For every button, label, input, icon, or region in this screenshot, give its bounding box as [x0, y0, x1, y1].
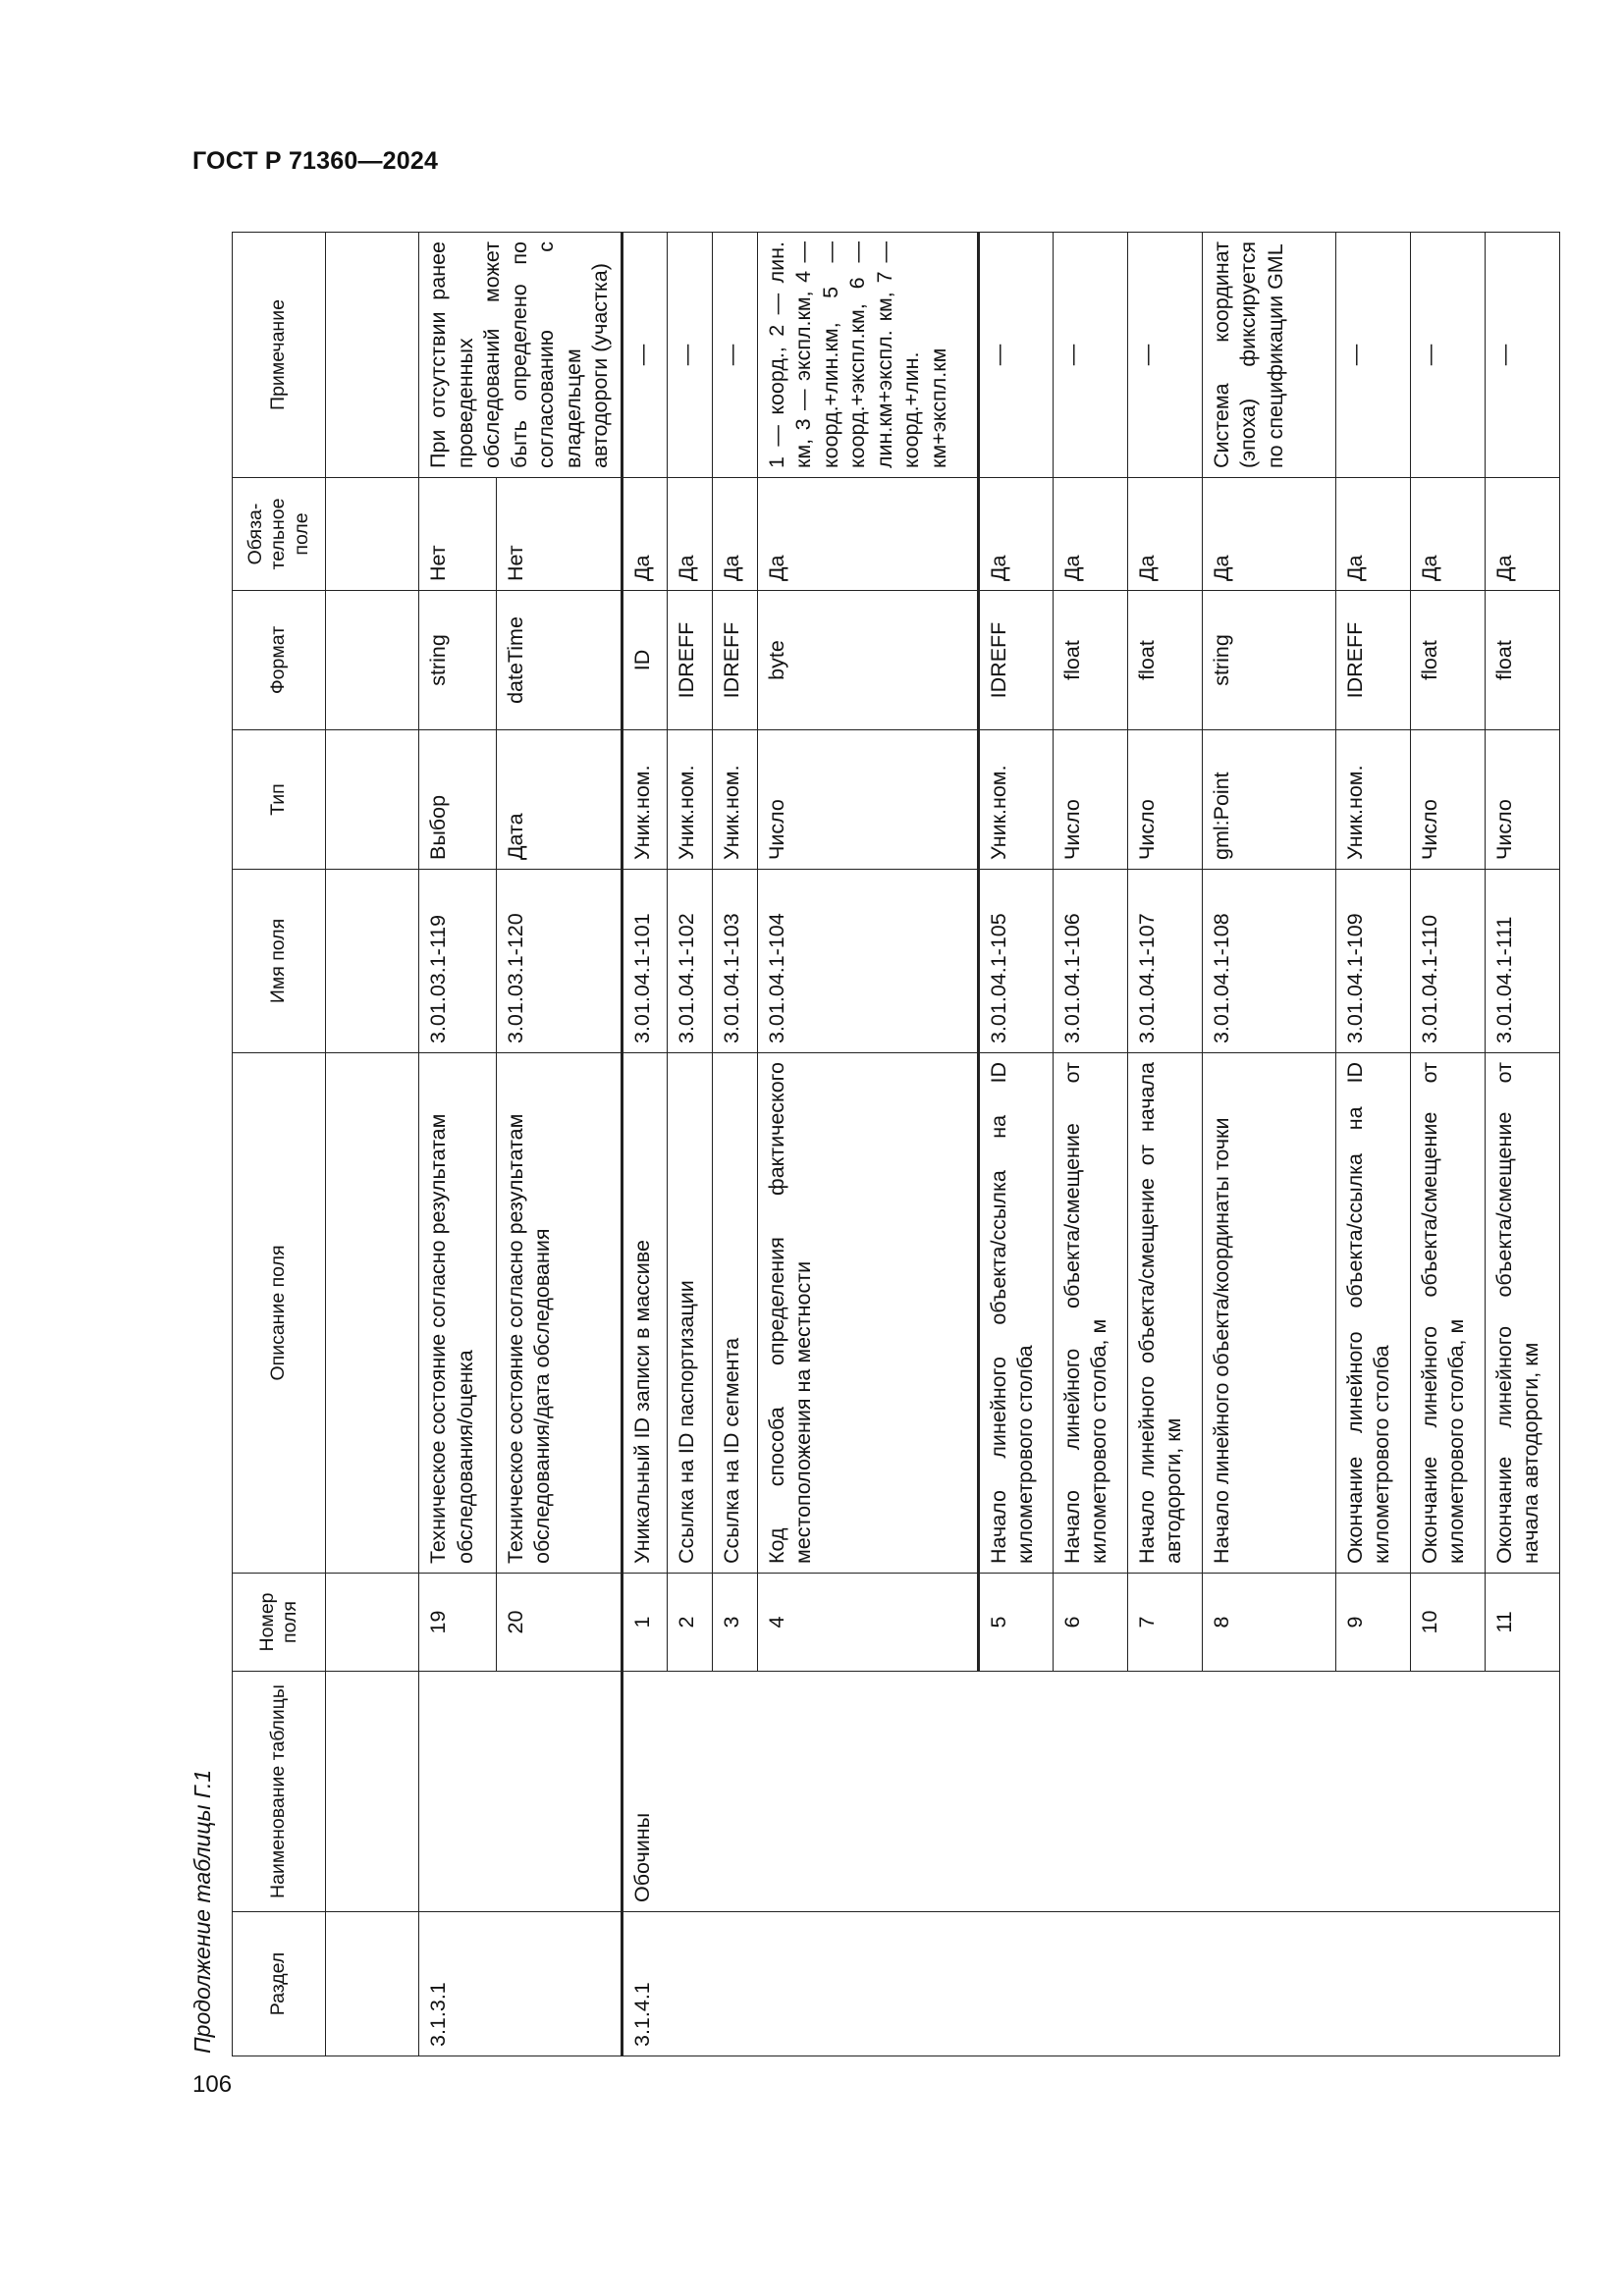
cell-type: Уник.ном. [712, 730, 757, 870]
cell-field-name: 3.01.04.1-106 [1053, 870, 1127, 1053]
cell-note: — [978, 233, 1053, 478]
cell-mandatory: Нет [419, 478, 497, 591]
cell-type: gml:Point [1202, 730, 1335, 870]
header-format: Формат [233, 591, 326, 730]
cell-format: IDREFF [712, 591, 757, 730]
page-number: 106 [192, 2071, 233, 2098]
cell-mandatory: Нет [496, 478, 622, 591]
cell-field-name: 3.01.04.1-109 [1335, 870, 1410, 1053]
cell-description: Техническое состояние согласно результатам обследования/оценка [419, 1053, 497, 1574]
header-field-name: Имя поля [233, 870, 326, 1053]
fields-table [232, 232, 1560, 2056]
cell-number: 3 [712, 1574, 757, 1672]
cell-format: float [1053, 591, 1127, 730]
cell-description: Начало линейного объекта/смещение от километрового столба, м [1053, 1053, 1127, 1574]
cell-number: 5 [978, 1574, 1053, 1672]
cell-description: Ссылка на ID сегмента [712, 1053, 757, 1574]
cell-mandatory: Да [1053, 478, 1127, 591]
cell-number: 10 [1410, 1574, 1485, 1672]
cell-description: Окончание линейного объекта/ссылка на ID километрового столба [1335, 1053, 1410, 1574]
cell-format: ID [622, 591, 667, 730]
document-title: ГОСТ Р 71360—2024 [192, 147, 439, 175]
cell-format: float [1485, 591, 1559, 730]
cell-format: IDREFF [1335, 591, 1410, 730]
cell-section: 3.1.4.1 [622, 1912, 1559, 2056]
header-double-rule [326, 233, 419, 2056]
cell-format: string [419, 591, 497, 730]
cell-number: 8 [1202, 1574, 1335, 1672]
cell-mandatory: Да [1202, 478, 1335, 591]
table-caption: Продолжение таблицы Г.1 [189, 1769, 215, 2054]
header-table-name: Наименование таблицы [233, 1672, 326, 1912]
cell-format: dateTime [496, 591, 622, 730]
cell-mandatory: Да [1335, 478, 1410, 591]
cell-field-name: 3.01.03.1-119 [419, 870, 497, 1053]
cell-mandatory: Да [1410, 478, 1485, 591]
cell-field-name: 3.01.04.1-102 [667, 870, 712, 1053]
cell-format: float [1127, 591, 1202, 730]
cell-format: IDREFF [667, 591, 712, 730]
cell-note: — [1053, 233, 1127, 478]
header-note: Примечание [233, 233, 326, 478]
cell-description: Код способа определения фактического местоположения на местности [757, 1053, 978, 1574]
header-description: Описание поля [233, 1053, 326, 1574]
rotated-table-container [232, 233, 1543, 2056]
cell-field-name: 3.01.03.1-120 [496, 870, 622, 1053]
header-type: Тип [233, 730, 326, 870]
cell-field-name: 3.01.04.1-107 [1127, 870, 1202, 1053]
cell-format: byte [757, 591, 978, 730]
cell-field-name: 3.01.04.1-101 [622, 870, 667, 1053]
cell-type: Дата [496, 730, 622, 870]
cell-type: Число [1410, 730, 1485, 870]
cell-field-name: 3.01.04.1-104 [757, 870, 978, 1053]
cell-note: — [1485, 233, 1559, 478]
cell-number: 9 [1335, 1574, 1410, 1672]
cell-type: Число [757, 730, 978, 870]
cell-note: Система координат (эпоха) фиксируется по спецификации GML [1202, 233, 1335, 478]
cell-note: — [712, 233, 757, 478]
cell-note: — [1410, 233, 1485, 478]
cell-type: Число [1127, 730, 1202, 870]
cell-description: Начало линейного объекта/смещение от начала автодороги, км [1127, 1053, 1202, 1574]
cell-type: Уник.ном. [978, 730, 1053, 870]
cell-mandatory: Да [1127, 478, 1202, 591]
cell-type: Уник.ном. [667, 730, 712, 870]
cell-note: — [622, 233, 667, 478]
cell-description: Техническое состояние согласно результатам обследования/дата обследования [496, 1053, 622, 1574]
cell-type: Число [1485, 730, 1559, 870]
cell-type: Выбор [419, 730, 497, 870]
cell-number: 11 [1485, 1574, 1559, 1672]
cell-number: 1 [622, 1574, 667, 1672]
table-header-row [233, 233, 326, 2056]
cell-mandatory: Да [757, 478, 978, 591]
cell-description: Начало линейного объекта/координаты точки [1202, 1053, 1335, 1574]
cell-note: — [667, 233, 712, 478]
cell-description: Уникальный ID записи в массиве [622, 1053, 667, 1574]
cell-note: 1 — коорд., 2 — лин. км, 3 — экспл.км, 4 — коорд.+лин.км, 5 — коорд.+экспл.км, 6 — лин.км+экспл. км, 7 — коорд.+лин. км+экспл.км [757, 233, 978, 478]
header-mandatory: Обяза- тельное поле [233, 478, 326, 591]
cell-description: Окончание линейного объекта/смещение от километрового столба, м [1410, 1053, 1485, 1574]
table-row [622, 233, 667, 2056]
cell-number: 6 [1053, 1574, 1127, 1672]
cell-section: 3.1.3.1 [419, 1912, 623, 2056]
cell-mandatory: Да [712, 478, 757, 591]
cell-number: 7 [1127, 1574, 1202, 1672]
cell-number: 19 [419, 1574, 497, 1672]
cell-mandatory: Да [667, 478, 712, 591]
header-field-number: Номер поля [233, 1574, 326, 1672]
cell-mandatory: Да [1485, 478, 1559, 591]
cell-field-name: 3.01.04.1-103 [712, 870, 757, 1053]
cell-note: — [1127, 233, 1202, 478]
cell-mandatory: Да [978, 478, 1053, 591]
cell-type: Уник.ном. [622, 730, 667, 870]
cell-format: float [1410, 591, 1485, 730]
cell-field-name: 3.01.04.1-111 [1485, 870, 1559, 1053]
cell-field-name: 3.01.04.1-108 [1202, 870, 1335, 1053]
cell-description: Окончание линейного объекта/смещение от начала автодороги, км [1485, 1053, 1559, 1574]
cell-format: IDREFF [978, 591, 1053, 730]
cell-number: 20 [496, 1574, 622, 1672]
cell-description: Начало линейного объекта/ссылка на ID километрового столба [978, 1053, 1053, 1574]
cell-description: Ссылка на ID паспортизации [667, 1053, 712, 1574]
cell-mandatory: Да [622, 478, 667, 591]
cell-note: При отсутствии ранее проведенных обследований может быть определено по согласованию с владельцем автодороги (участка) [419, 233, 623, 478]
cell-number: 2 [667, 1574, 712, 1672]
cell-type: Число [1053, 730, 1127, 870]
cell-table-name [419, 1672, 623, 1912]
cell-note: — [1335, 233, 1410, 478]
cell-type: Уник.ном. [1335, 730, 1410, 870]
table-row [419, 233, 497, 2056]
cell-field-name: 3.01.04.1-110 [1410, 870, 1485, 1053]
cell-field-name: 3.01.04.1-105 [978, 870, 1053, 1053]
cell-table-name: Обочины [622, 1672, 1559, 1912]
cell-format: string [1202, 591, 1335, 730]
cell-number: 4 [757, 1574, 978, 1672]
header-section: Раздел [233, 1912, 326, 2056]
